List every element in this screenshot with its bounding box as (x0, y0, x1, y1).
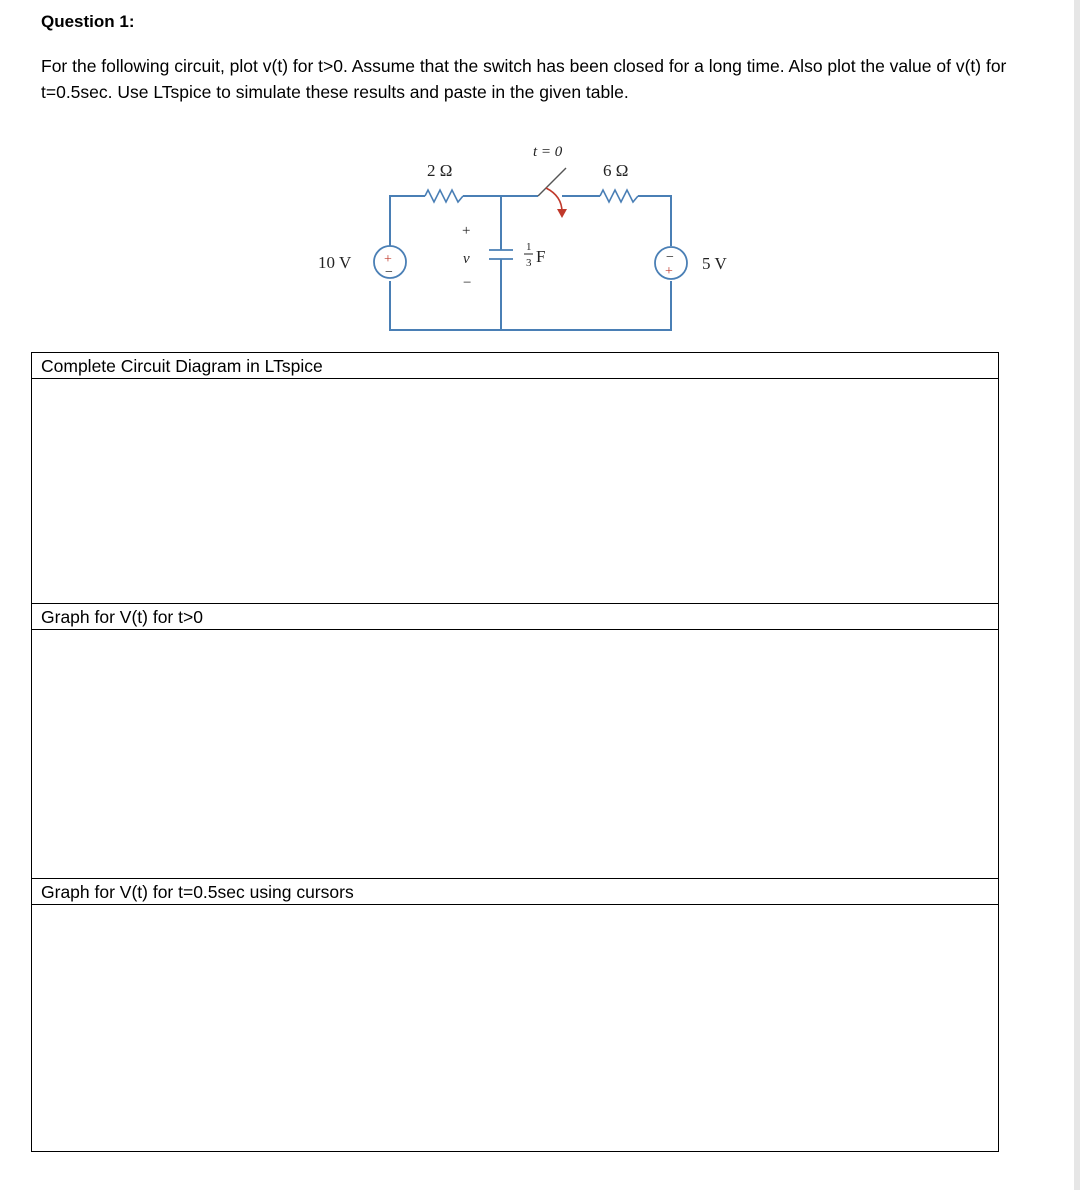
answer-table (31, 352, 999, 1152)
switch-time-label: t = 0 (533, 144, 563, 160)
source-10v-minus: − (385, 265, 393, 280)
voltage-plus-sign: + (462, 223, 471, 239)
question-title: Question 1: (41, 12, 135, 31)
circuit-diagram (300, 138, 760, 343)
resistor-2-ohm-icon (425, 190, 463, 202)
answer-cell-graph-t[interactable] (32, 630, 998, 879)
answer-cell-circuit[interactable] (32, 379, 998, 604)
resistor-6-ohm-icon (600, 190, 638, 202)
resistor-2-ohm-label: 2 Ω (427, 161, 453, 180)
source-10v-plus: + (384, 252, 392, 267)
capacitor-denominator: 3 (526, 257, 532, 269)
capacitor-icon (489, 250, 513, 259)
voltage-symbol: v (463, 251, 470, 267)
source-5v-minus: − (666, 250, 674, 265)
table-row-header-graph-t: Graph for V(t) for t>0 (32, 604, 998, 630)
source-5v-label: 5 V (702, 254, 727, 273)
answer-cell-graph-cursor[interactable] (32, 905, 998, 1151)
voltage-minus-sign: − (463, 275, 472, 291)
source-10v-label: 10 V (318, 253, 352, 272)
question-text: For the following circuit, plot v(t) for t>0. Assume that the switch has been closed for a long time. Also plot the value of v(t) for t=0.5sec. Use LTspice to simulate these results and paste in the given table. (41, 56, 1007, 102)
capacitor-numerator: 1 (526, 241, 532, 253)
table-row-header-circuit: Complete Circuit Diagram in LTspice (32, 353, 998, 379)
switch-icon (538, 168, 567, 218)
page-edge-shadow (1074, 0, 1080, 1190)
resistor-6-ohm-label: 6 Ω (603, 161, 629, 180)
table-row-header-graph-cursor: Graph for V(t) for t=0.5sec using cursors (32, 879, 998, 905)
capacitor-unit: F (536, 247, 546, 266)
source-5v-plus: + (665, 264, 673, 279)
